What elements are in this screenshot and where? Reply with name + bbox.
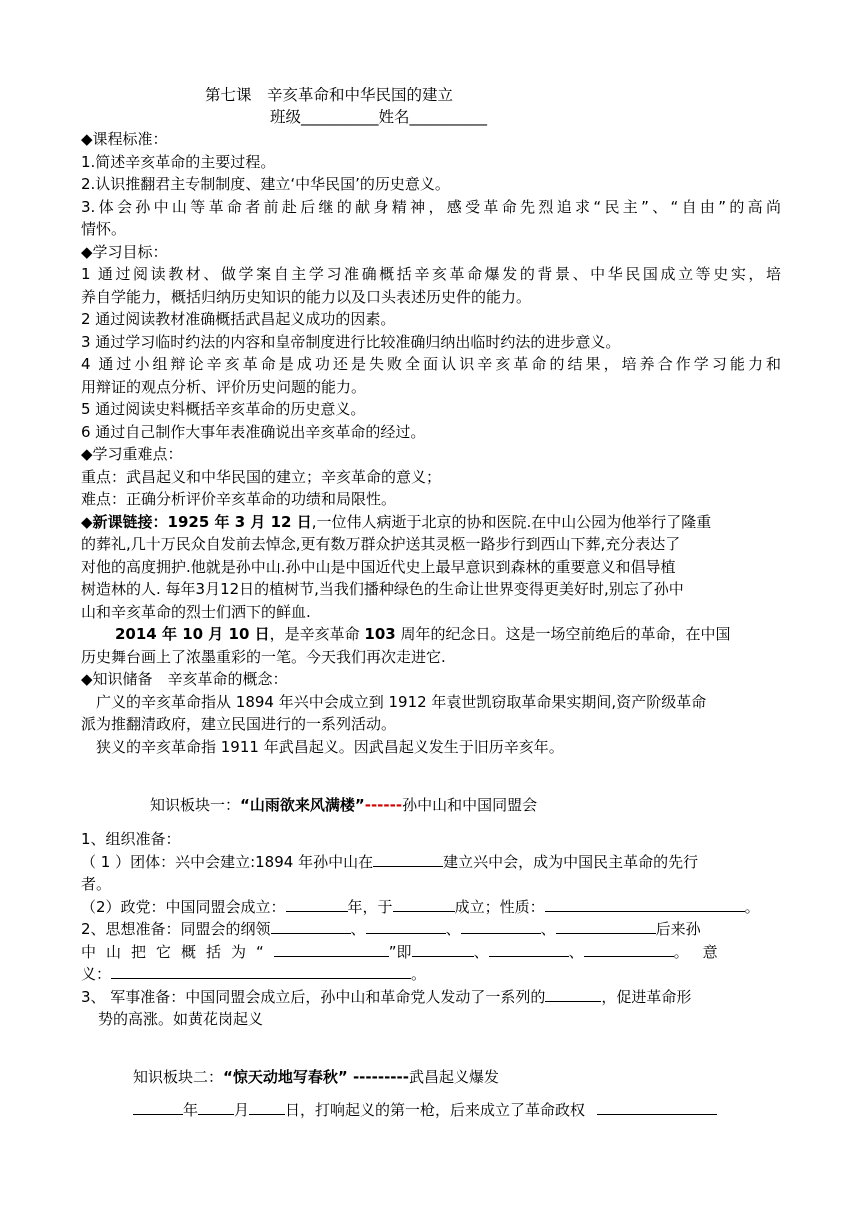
new-lesson-text: ,一位伟人病逝于北京的协和医院.在中山公园为他举行了隆重 bbox=[311, 513, 712, 531]
fill-text: 年 bbox=[183, 1101, 199, 1119]
anniversary-text: ，是辛亥革命 bbox=[269, 625, 365, 643]
fill-blank[interactable] bbox=[393, 897, 455, 912]
fill-blank[interactable] bbox=[286, 897, 348, 912]
fill-blank[interactable] bbox=[584, 942, 674, 957]
objective-line: 1 通过阅读教材、做学案自主学习准确概括辛亥革命爆发的背景、中华民国成立等史实，培 bbox=[81, 265, 781, 283]
objective-line: 4 通过小组辩论辛亥革命是成功还是失败全面认识辛亥革命的结果，培养合作学习能力和 bbox=[81, 355, 781, 373]
fill-blank[interactable] bbox=[412, 942, 474, 957]
objective-line: 2 通过阅读教材准确概括武昌起义成功的因素。 bbox=[81, 310, 396, 328]
anniversary-text: 周年的纪念日。这是一场空前绝后的革命，在中国 bbox=[395, 625, 731, 643]
anniversary-number: 103 bbox=[364, 625, 396, 643]
fill-text: 2、思想准备：同盟会的纲领 bbox=[81, 920, 271, 938]
org-item-1 bbox=[81, 851, 781, 874]
fill-text: （ 1 ）团体：兴中会建立:1894 年孙中山在 bbox=[81, 853, 374, 871]
block-one-prefix: 知识板块一： bbox=[150, 796, 241, 814]
fill-blank[interactable] bbox=[249, 1100, 285, 1115]
difficult-point: 难点：正确分析评价辛亥革命的功绩和局限性。 bbox=[81, 490, 397, 508]
block-one-quote: “山雨欲来风满楼” bbox=[240, 796, 365, 814]
key-point: 重点：武昌起义和中华民国的建立；辛亥革命的意义； bbox=[81, 468, 442, 486]
military-prep-end: 势的高涨。如黄花岗起义 bbox=[98, 1010, 264, 1028]
new-lesson-line: 树造林的人. 每年3月12日的植树节,当我们播种绿色的生命让世界变得更美好时,别忘了孙中 bbox=[81, 580, 684, 598]
fill-text: 后来孙 bbox=[655, 920, 701, 938]
fill-text: 年，于 bbox=[347, 898, 393, 916]
fill-blank[interactable] bbox=[373, 852, 443, 867]
new-lesson-line: 的葬礼,几十万民众自发前去悼念,更有数万群众护送其灵柩一路步行到西山下葬,充分表达了 bbox=[81, 535, 681, 553]
fill-blank[interactable] bbox=[198, 1100, 234, 1115]
wuchang-line bbox=[133, 1099, 783, 1122]
fill-blank[interactable] bbox=[133, 1100, 183, 1115]
fill-text: 义： bbox=[81, 965, 112, 983]
fill-text: （2）政党：中国同盟会成立： bbox=[81, 898, 286, 916]
fill-blank[interactable] bbox=[545, 987, 601, 1002]
block-one-title bbox=[150, 794, 770, 817]
org-item-2: （2）政党：中国同盟会成立： 年，于 成立；性质： 。 bbox=[81, 898, 760, 916]
objective-line: 6 通过自己制作大事年表准确说出辛亥革命的经过。 bbox=[81, 423, 426, 441]
military-prep bbox=[81, 986, 781, 1009]
block-one-topic: 孙中山和中国同盟会 bbox=[402, 796, 538, 814]
fill-text: 日，打响起义的第一枪，后来成立了革命政权 bbox=[285, 1101, 586, 1119]
fill-blank[interactable] bbox=[461, 919, 541, 934]
course-standards-heading: ◆课程标准： bbox=[81, 130, 168, 148]
new-lesson-line: 对他的高度拥护.他就是孙中山.孙中山是中国近代史上最早意识到森林的重要意义和倡导植 bbox=[81, 558, 676, 576]
block-two-dashes: --------- bbox=[347, 1068, 409, 1086]
fill-blank[interactable] bbox=[597, 1100, 717, 1115]
new-lesson-line: 山和辛亥革命的烈士们洒下的鲜血. bbox=[81, 603, 311, 621]
fill-blank[interactable] bbox=[111, 964, 411, 979]
anniversary-line bbox=[115, 623, 781, 646]
fill-text: ”即 bbox=[388, 943, 412, 961]
fill-text: 成立；性质： bbox=[454, 898, 545, 916]
standard-item: 1.简述辛亥革命的主要过程。 bbox=[81, 153, 276, 171]
fill-text: 月 bbox=[234, 1101, 250, 1119]
fill-text: 。意 bbox=[673, 943, 732, 961]
knowledge-heading: ◆知识储备 辛亥革命的概念： bbox=[81, 670, 288, 688]
fill-blank[interactable] bbox=[366, 919, 446, 934]
objective-line: 3 通过学习临时约法的内容和皇帝制度进行比较准确归纳出临时约法的进步意义。 bbox=[81, 333, 621, 351]
key-points-heading: ◆学习重难点： bbox=[81, 445, 183, 463]
org-item-1-end: 者。 bbox=[81, 875, 112, 893]
standard-item: 2.认识推翻君主专制制度、建立‘中华民国’的历史意义。 bbox=[81, 175, 450, 193]
block-two-title bbox=[133, 1066, 753, 1089]
fill-text: 中山把它概括为“ bbox=[81, 943, 274, 961]
standard-item: 情怀。 bbox=[81, 220, 127, 238]
knowledge-line: 狭义的辛亥革命指 1911 年武昌起义。因武昌起义发生于旧历辛亥年。 bbox=[81, 738, 564, 756]
new-lesson-label: ◆新课链接： bbox=[81, 513, 168, 531]
block-one-dashes: ------ bbox=[364, 796, 403, 814]
anniversary-date: 2014 年 10 月 10 日 bbox=[115, 625, 270, 643]
org-prep-heading: 1、组织准备： bbox=[81, 830, 181, 848]
new-lesson-line bbox=[81, 511, 781, 534]
block-two-prefix: 知识板块二： bbox=[133, 1068, 224, 1086]
lesson-title: 第七课 辛亥革命和中华民国的建立 bbox=[205, 86, 454, 104]
standard-item: 3.体会孙中山等革命者前赴后继的献身精神，感受革命先烈追求“民主”、“自由”的高尚 bbox=[81, 198, 781, 216]
fill-text: 3、 军事准备：中国同盟会成立后，孙中山和革命党人发动了一系列的 bbox=[81, 988, 546, 1006]
fill-blank[interactable] bbox=[545, 897, 745, 912]
fill-blank[interactable] bbox=[556, 919, 656, 934]
objective-line: 养自学能力，概括归纳历史知识的能力以及口头表述历史件的能力。 bbox=[81, 288, 532, 306]
new-lesson-date: 1925 年 3 月 12 日 bbox=[167, 513, 312, 531]
objectives-heading: ◆学习目标： bbox=[81, 243, 168, 261]
thought-prep: 中山把它概括为“ ”即 、 、 。意 bbox=[81, 943, 732, 961]
objective-line: 用辩证的观点分析、评价历史问题的能力。 bbox=[81, 378, 367, 396]
fill-text: ，促进革命形 bbox=[601, 988, 692, 1006]
block-two-quote: “惊天动地写春秋” bbox=[223, 1068, 348, 1086]
fill-blank[interactable] bbox=[271, 919, 351, 934]
knowledge-line: 广义的辛亥革命指从 1894 年兴中会成立到 1912 年袁世凯窃取革命果实期间,资产阶级革命 bbox=[81, 693, 707, 711]
knowledge-line: 派为推翻清政府，建立民国进行的一系列活动。 bbox=[81, 715, 397, 733]
thought-prep: 义： 。 bbox=[81, 965, 427, 983]
thought-prep: 2、思想准备：同盟会的纲领 、 、 、 后来孙 bbox=[81, 920, 701, 938]
fill-text: 建立兴中会，成为中国民主革命的先行 bbox=[443, 853, 699, 871]
objective-line: 5 通过阅读史料概括辛亥革命的历史意义。 bbox=[81, 400, 366, 418]
class-name-line: 班级__________姓名__________ bbox=[270, 108, 488, 126]
fill-blank[interactable] bbox=[274, 942, 389, 957]
block-two-topic: 武昌起义爆发 bbox=[409, 1068, 500, 1086]
fill-blank[interactable] bbox=[489, 942, 569, 957]
anniversary-line: 历史舞台画上了浓墨重彩的一笔。今天我们再次走进它. bbox=[81, 648, 446, 666]
